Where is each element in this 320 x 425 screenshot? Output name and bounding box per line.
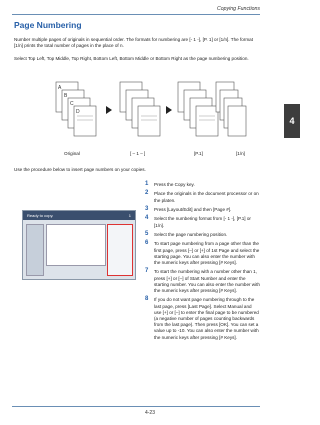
screen-copies: 1 bbox=[128, 213, 131, 218]
running-header: Copying Functions bbox=[217, 6, 260, 12]
screen-highlight-box bbox=[107, 224, 133, 276]
step-item: 6 To start page numbering from a page other than the first page, press [–] or [+] of 1st Page and select the starting page. You can also enter the number with the numeric keys after pressing [# Keys]. bbox=[145, 240, 260, 265]
sheet-letter: D bbox=[76, 109, 80, 115]
caption-original: Original bbox=[64, 151, 80, 156]
step-item: 2 Place the originals in the document processor or on the platen. bbox=[145, 190, 259, 203]
screen-status: Ready to copy. bbox=[27, 213, 54, 218]
sheet-letter: C bbox=[70, 101, 74, 107]
step-item: 3 Press [Layout/Edit] and then [Page #]. bbox=[145, 205, 232, 212]
caption-format-n: [1/n] bbox=[236, 151, 245, 156]
step-item: 4 Select the numbering format from [- 1 -], [P.1] or [1/n]. bbox=[145, 215, 251, 228]
page-numbering-illustration bbox=[50, 76, 250, 158]
step-item: 5 Select the page numbering position. bbox=[145, 230, 228, 237]
caption-format-dash: [ – 1 – ] bbox=[130, 151, 146, 156]
screen-options-panel bbox=[46, 224, 106, 266]
step-item: 8 If you do not want page numbering through to the last page, press [Last Page]. Select Manual and use [+] or [–] to enter the final page to be numbered (a negative number of pages counting backwards from the last page). Then press [OK]. You can set a value up to -10. You can also enter the number with the numeric keys after pressing [# Keys]. bbox=[145, 296, 259, 340]
header-rule bbox=[12, 14, 260, 15]
screen-sidebar bbox=[26, 224, 44, 276]
footer-rule bbox=[12, 406, 260, 407]
intro-paragraph: Number multiple pages of originals in sequential order. The formats for numbering are [- 1 -], [P. 1] or [1/n]. The format [1/n] prints the total number of pages in the place of n. bbox=[14, 37, 253, 49]
sheet-letter: B bbox=[64, 93, 68, 99]
numbered-stack-1 bbox=[120, 82, 160, 136]
chapter-tab: 4 bbox=[284, 104, 300, 138]
step-item: 7 To start the numbering with a number other than 1, press [+] or [–] of Start Number and enter the starting number. You can also enter the number with the numeric keys after pressing [# Keys]. bbox=[145, 268, 260, 293]
sheet-letter: A bbox=[58, 85, 62, 91]
position-paragraph: Select Top Left, Top Middle, Top Right, Bottom Left, Bottom Middle or Bottom Right as the page numbering position. bbox=[14, 56, 249, 61]
screen-status-bar bbox=[23, 211, 135, 220]
procedure-steps bbox=[142, 182, 260, 344]
numbered-stack-3 bbox=[216, 82, 246, 136]
operation-panel-screenshot bbox=[22, 210, 136, 280]
caption-format-p: [P.1] bbox=[194, 151, 203, 156]
step-item: 1 Press the Copy key. bbox=[145, 181, 195, 187]
procedure-intro: Use the procedure below to insert page numbers on your copies. bbox=[14, 167, 146, 172]
arrow-right-icon bbox=[106, 106, 112, 114]
page-number: 4-23 bbox=[144, 410, 155, 416]
arrow-right-icon bbox=[166, 106, 172, 114]
page-title: Page Numbering bbox=[14, 20, 82, 30]
numbered-stack-2 bbox=[178, 82, 218, 136]
